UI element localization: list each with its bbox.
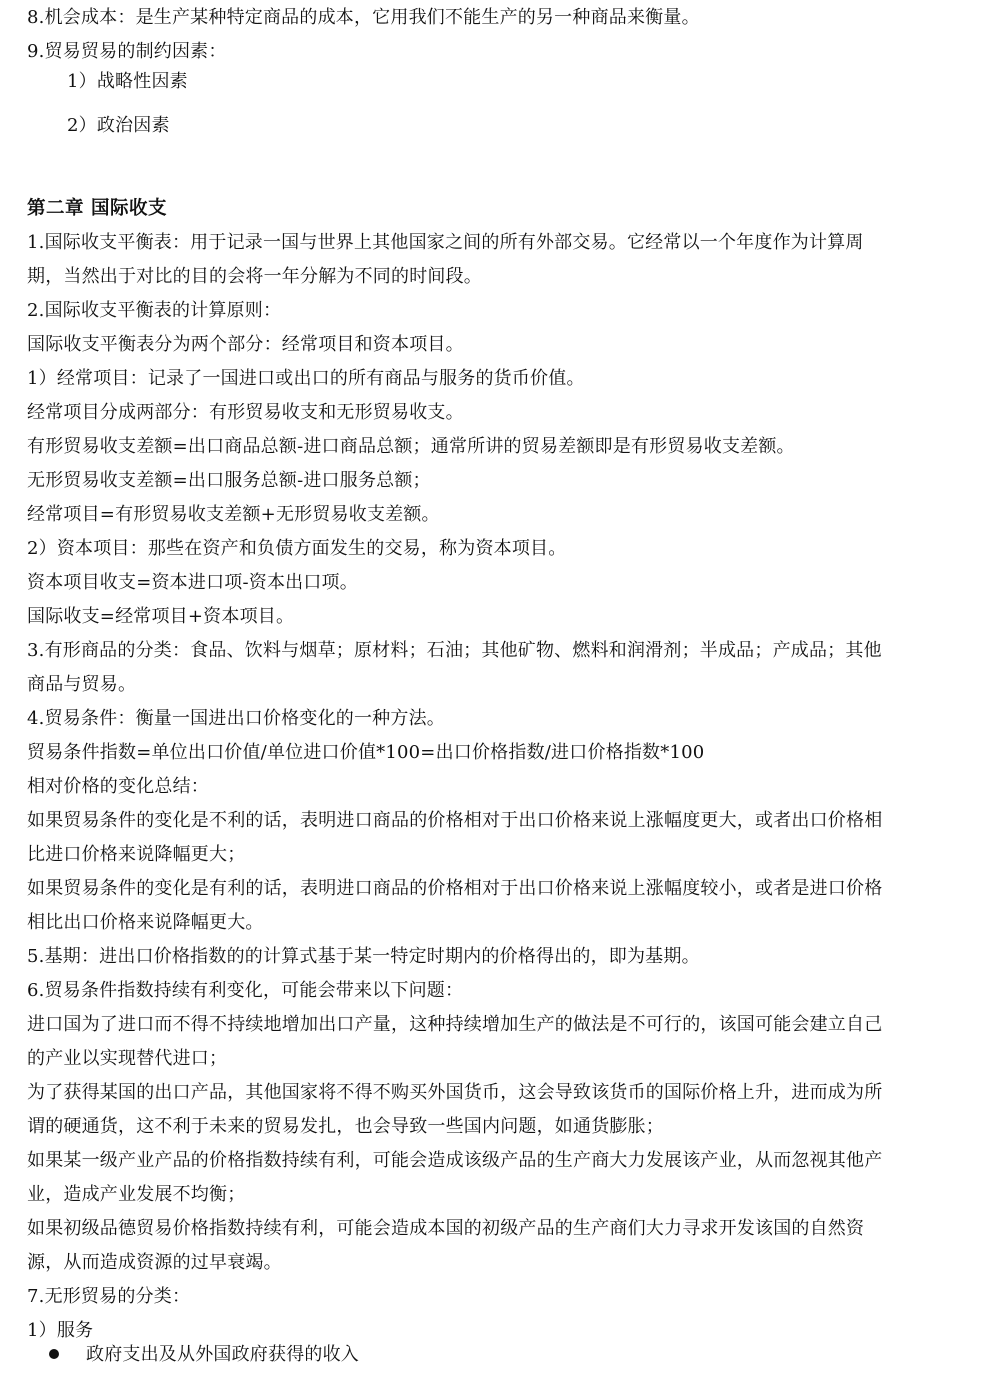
- text-line: 资本项目收支=资本进口项-资本出口项。: [27, 572, 358, 593]
- text-line: 7.无形贸易的分类：: [27, 1286, 191, 1307]
- text-line: 商品与贸易。: [27, 674, 137, 695]
- text-line: 期，当然出于对比的目的会将一年分解为不同的时间段。: [27, 266, 482, 287]
- text-line: 相对价格的变化总结：: [27, 776, 209, 797]
- text-line: 1）经常项目：记录了一国进口或出口的所有商品与服务的货币价值。: [27, 368, 585, 389]
- text-line: 源，从而造成资源的过早衰竭。: [27, 1252, 282, 1273]
- text-line: 为了获得某国的出口产品，其他国家将不得不购买外国货币，这会导致该货币的国际价格上升，进而成为所: [27, 1082, 883, 1103]
- bullet-icon: [49, 1349, 59, 1359]
- text-line: 有形贸易收支差额=出口商品总额-进口商品总额；通常所讲的贸易差额即是有形贸易收支差额。: [27, 436, 795, 457]
- text-line: 无形贸易收支差额=出口服务总额-进口服务总额；: [27, 470, 431, 491]
- text-line: 经常项目分成两部分：有形贸易收支和无形贸易收支。: [27, 402, 464, 423]
- text-line: 国际收支=经常项目+资本项目。: [27, 606, 295, 627]
- formula-line: 贸易条件指数=单位出口价值/单位进口价值*100=出口价格指数/进口价格指数*100: [27, 742, 705, 763]
- text-line: 1.国际收支平衡表：用于记录一国与世界上其他国家之间的所有外部交易。它经常以一个年度作为计算周: [27, 232, 864, 253]
- text-line: 4.贸易条件：衡量一国进出口价格变化的一种方法。: [27, 708, 445, 729]
- chapter-heading: 第二章 国际收支: [27, 198, 167, 219]
- text-line: 2.国际收支平衡表的计算原则：: [27, 300, 282, 321]
- text-line: 如果某一级产业产品的价格指数持续有利，可能会造成该级产品的生产商大力发展该产业，从而忽视其他产: [27, 1150, 883, 1171]
- text-line: 如果初级品德贸易价格指数持续有利，可能会造成本国的初级产品的生产商们大力寻求开发该国的自然资: [27, 1218, 865, 1239]
- text-line: 1）服务: [27, 1320, 94, 1341]
- text-line: 8.机会成本：是生产某种特定商品的成本，它用我们不能生产的另一种商品来衡量。: [27, 7, 700, 28]
- text-line: 6.贸易条件指数持续有利变化，可能会带来以下问题：: [27, 980, 464, 1001]
- list-item: 1）战略性因素: [67, 71, 188, 92]
- list-item: 2）政治因素: [67, 115, 170, 136]
- text-line: 3.有形商品的分类：食品、饮料与烟草；原材料；石油；其他矿物、燃料和润滑剂；半成品；产成品；其他: [27, 640, 882, 661]
- text-line: 谓的硬通货，这不利于未来的贸易发扎，也会导致一些国内问题，如通货膨胀；: [27, 1116, 664, 1137]
- text-line: 9.贸易贸易的制约因素：: [27, 41, 227, 62]
- text-line: 相比出口价格来说降幅更大。: [27, 912, 264, 933]
- text-line: 如果贸易条件的变化是有利的话，表明进口商品的价格相对于出口价格来说上涨幅度较小，或者是进口价格: [27, 878, 883, 899]
- text-line: 2）资本项目：那些在资产和负债方面发生的交易，称为资本项目。: [27, 538, 567, 559]
- text-line: 如果贸易条件的变化是不利的话，表明进口商品的价格相对于出口价格来说上涨幅度更大，或者出口价格相: [27, 810, 883, 831]
- text-line: 经常项目=有形贸易收支差额+无形贸易收支差额。: [27, 504, 440, 525]
- text-line: 5.基期：进出口价格指数的的计算式基于某一特定时期内的价格得出的，即为基期。: [27, 946, 700, 967]
- text-line: 业，造成产业发展不均衡；: [27, 1184, 246, 1205]
- text-line: 的产业以实现替代进口；: [27, 1048, 228, 1069]
- text-line: 比进口价格来说降幅更大；: [27, 844, 246, 865]
- text-line: 进口国为了进口而不得不持续地增加出口产量，这种持续增加生产的做法是不可行的，该国可能会建立自己: [27, 1014, 883, 1035]
- bullet-list-item: 政府支出及从外国政府获得的收入: [86, 1344, 359, 1365]
- text-line: 国际收支平衡表分为两个部分：经常项目和资本项目。: [27, 334, 464, 355]
